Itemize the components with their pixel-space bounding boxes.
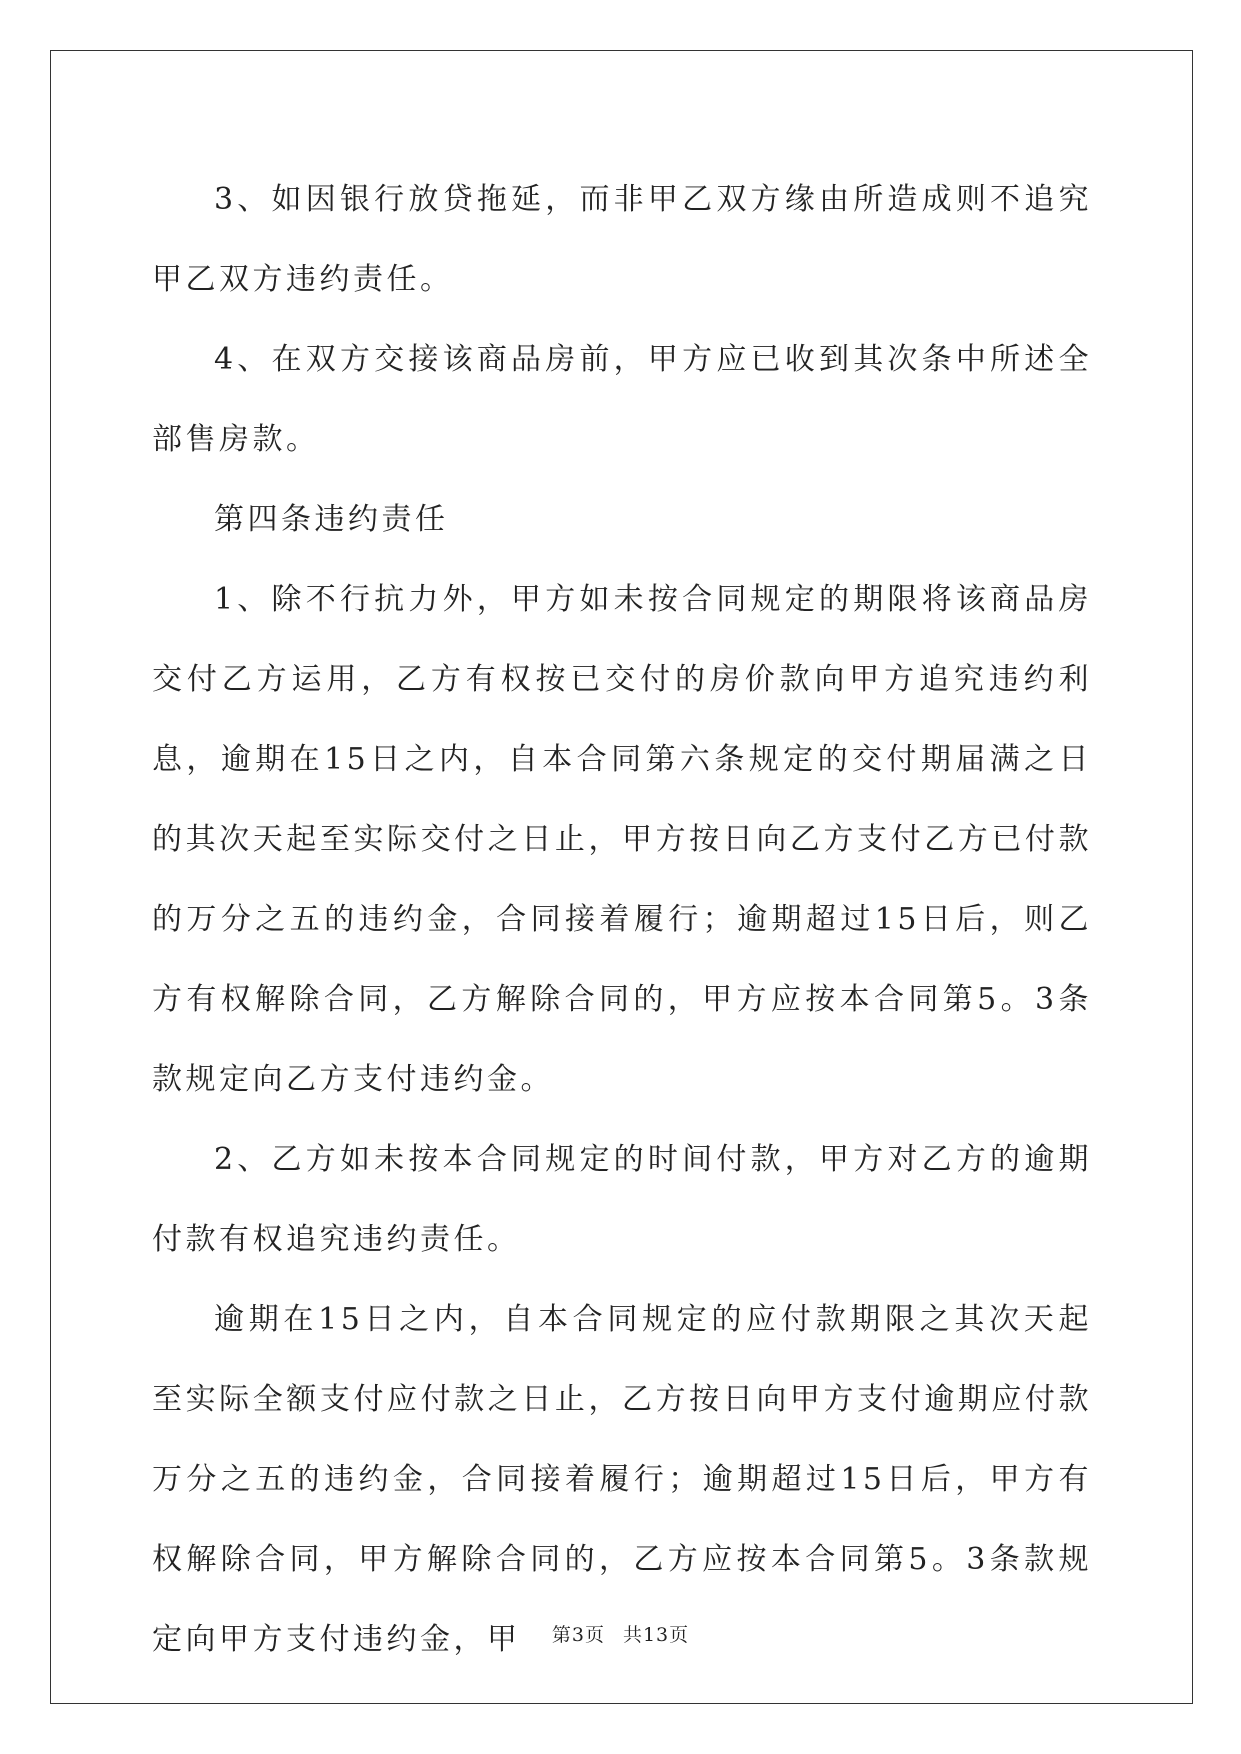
paragraph-overdue-terms: 逾期在15日之内，自本合同规定的应付款期限之其次天起至实际全额支付应付款之日止，乙方按日向甲方支付逾期应付款万分之五的违约金，合同接着履行；逾期超过15日后，甲方有权解除合同，甲方解除合同的，乙方应按本合同第5。3条款规定向甲方支付违约金，甲: [152, 1302, 1092, 1657]
page-footer: [0, 1620, 1241, 1647]
page-number: 第3页: [551, 1624, 605, 1646]
paragraph-bank-loan-delay: 3、如因银行放贷拖延，而非甲乙双方缘由所造成则不追究甲乙双方违约责任。: [152, 182, 1092, 297]
paragraph-seller-breach: 1、除不行抗力外，甲方如未按合同规定的期限将该商品房交付乙方运用，乙方有权按已交付的房价款向甲方追究违约利息，逾期在15日之内，自本合同第六条规定的交付期届满之日的其次天起至实际交付之日止，甲方按日向乙方支付乙方已付款的万分之五的违约金，合同接着履行；逾期超过15日后，则乙方有权解除合同，乙方解除合同的，甲方应按本合同第5。3条款规定向乙方支付违约金。: [152, 582, 1092, 1097]
paragraph-buyer-late-payment: 2、乙方如未按本合同规定的时间付款，甲方对乙方的逾期付款有权追究违约责任。: [152, 1142, 1092, 1257]
section-heading-article-4: 第四条违约责任: [214, 502, 449, 537]
paragraph-payment-received: 4、在双方交接该商品房前，甲方应已收到其次条中所述全部售房款。: [152, 342, 1092, 457]
total-pages: 共13页: [622, 1624, 690, 1646]
document-body: [152, 160, 1092, 1680]
